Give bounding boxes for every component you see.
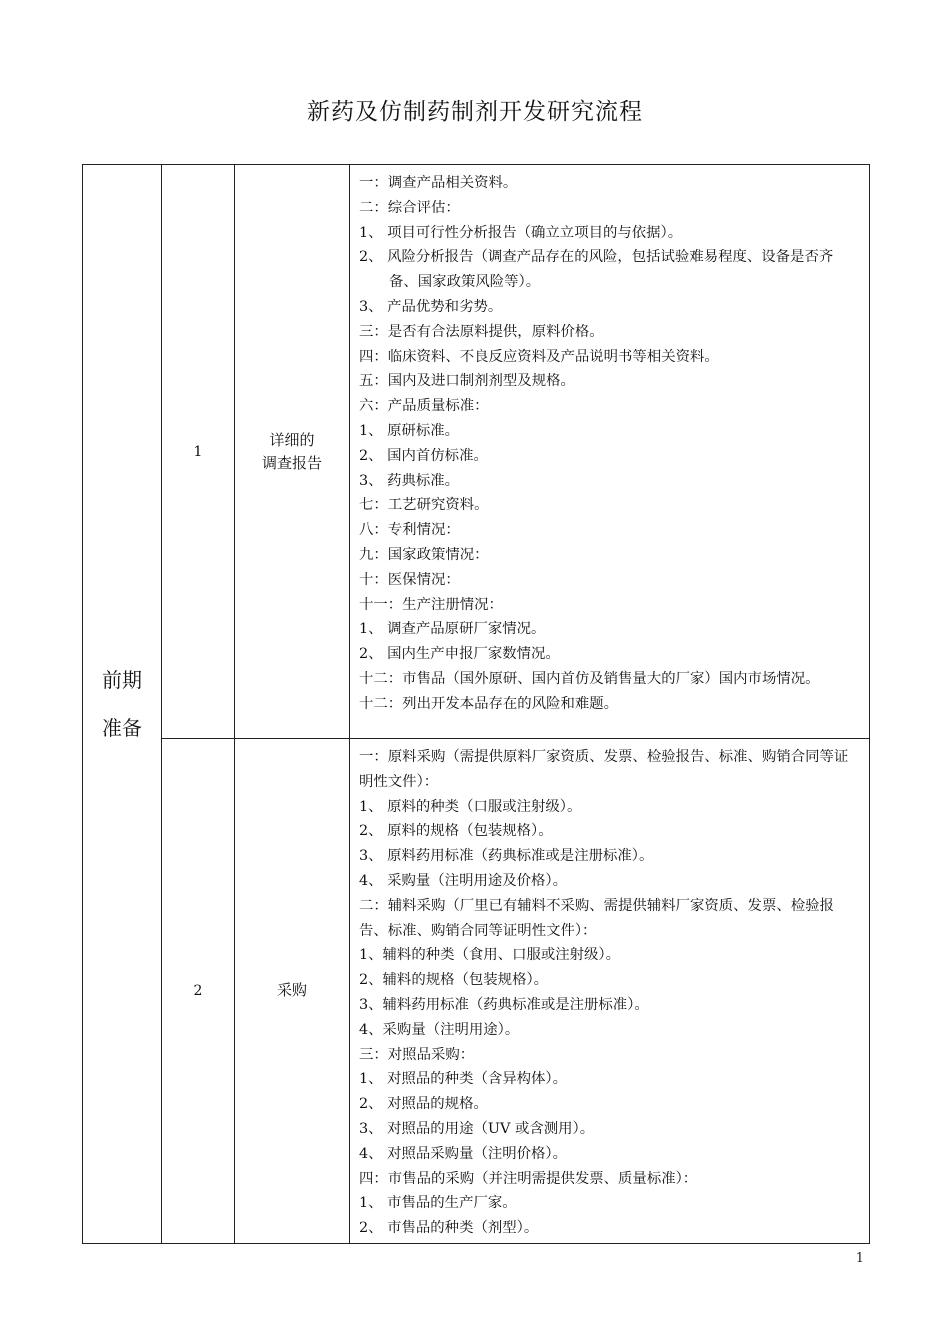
content-line: 七：工艺研究资料。 (359, 497, 489, 514)
content-line: 3、 原料药用标准（药典标准或是注册标准）。 (359, 848, 654, 865)
content-line: 十二：市售品（国外原研、国内首仿及销售量大的厂家）国内市场情况。 (359, 670, 820, 687)
content-line: 四：临床资料、不良反应资料及产品说明书等相关资料。 (359, 348, 719, 365)
step-content-cell (350, 739, 870, 1244)
content-line: 1、 市售品的生产厂家。 (359, 1195, 517, 1212)
process-table (82, 164, 870, 1244)
content-line: 十一：生产注册情况： (359, 596, 503, 613)
page-number: 1 (855, 1251, 864, 1266)
step-name-cell (235, 165, 350, 739)
content-line: 1、 对照品的种类（含异构体）。 (359, 1071, 567, 1088)
step-name-cell (235, 739, 350, 1244)
step-content-cell (350, 165, 870, 739)
content-line: 2、辅料的规格（包装规格）。 (359, 972, 549, 989)
content-line: 3、 对照品的用途（UV 或含测用）。 (359, 1120, 595, 1137)
content-line: 3、 产品优势和劣势。 (359, 298, 503, 315)
content-line: 十二：列出开发本品存在的风险和难题。 (359, 695, 619, 712)
content-line: 三：对照品采购： (359, 1046, 475, 1063)
content-line: 4、采购量（注明用途）。 (359, 1021, 520, 1038)
step-name-line1: 详细的 (269, 430, 315, 449)
step-number-cell: 1 (162, 165, 235, 739)
content-line: 五：国内及进口制剂剂型及规格。 (359, 373, 575, 390)
phase-cell (83, 165, 162, 1244)
document-title: 新药及仿制药制剂开发研究流程 (307, 99, 643, 125)
content-line: 2、 国内首仿标准。 (359, 447, 488, 464)
content-line: 一：调查产品相关资料。 (359, 175, 518, 191)
content-line: 3、 药典标准。 (359, 472, 460, 489)
step-name-line1: 采购 (276, 981, 307, 1000)
content-line: 2、 原料的规格（包装规格）。 (359, 823, 553, 840)
content-line: 二：综合评估： (359, 199, 460, 216)
content-line: 九：国家政策情况： (359, 546, 489, 563)
content-line: 六：产品质量标准： (359, 398, 489, 415)
content-line: 1、 调查产品原研厂家情况。 (359, 621, 546, 638)
table-row (83, 165, 870, 739)
content-line: 2、 市售品的种类（剂型）。 (359, 1220, 539, 1237)
content-line: 三：是否有合法原料提供，原料价格。 (359, 323, 604, 340)
content-line: 4、 采购量（注明用途及价格）。 (359, 872, 567, 889)
content-line: 1、 原研标准。 (359, 422, 460, 439)
content-line: 2、 国内生产申报厂家数情况。 (359, 646, 560, 663)
table-row (83, 739, 870, 1244)
content-line: 3、辅料药用标准（药典标准或是注册标准）。 (359, 996, 649, 1013)
content-line: 4、 对照品采购量（注明价格）。 (359, 1145, 567, 1162)
content-line: 二：辅料采购（厂里已有辅料不采购、需提供辅料厂家资质、发票、检验报告、标准、购销合同等证明性文件）： (359, 897, 834, 939)
content-line: 1、 项目可行性分析报告（确立立项目的与依据）。 (359, 224, 683, 241)
step-number-cell: 2 (162, 739, 235, 1244)
content-line: 1、辅料的种类（食用、口服或注射级）。 (359, 947, 620, 964)
content-line: 十：医保情况： (359, 571, 460, 588)
phase-label-line1: 前期 (102, 667, 142, 692)
phase-label-line2: 准备 (102, 715, 142, 740)
content-line: 2、 对照品的规格。 (359, 1096, 488, 1113)
content-line: 八：专利情况： (359, 522, 460, 539)
content-line: 2、 风险分析报告（调查产品存在的风险，包括试验难易程度、设备是否齐备、国家政策风险等）。 (359, 249, 834, 291)
content-line: 四：市售品的采购（并注明需提供发票、质量标准）： (359, 1170, 698, 1187)
content-line: 一：原料采购（需提供原料厂家资质、发票、检验报告、标准、购销合同等证明性文件）： (359, 749, 849, 790)
step-name-line2: 调查报告 (261, 453, 322, 472)
content-line: 1、 原料的种类（口服或注射级）。 (359, 798, 582, 815)
